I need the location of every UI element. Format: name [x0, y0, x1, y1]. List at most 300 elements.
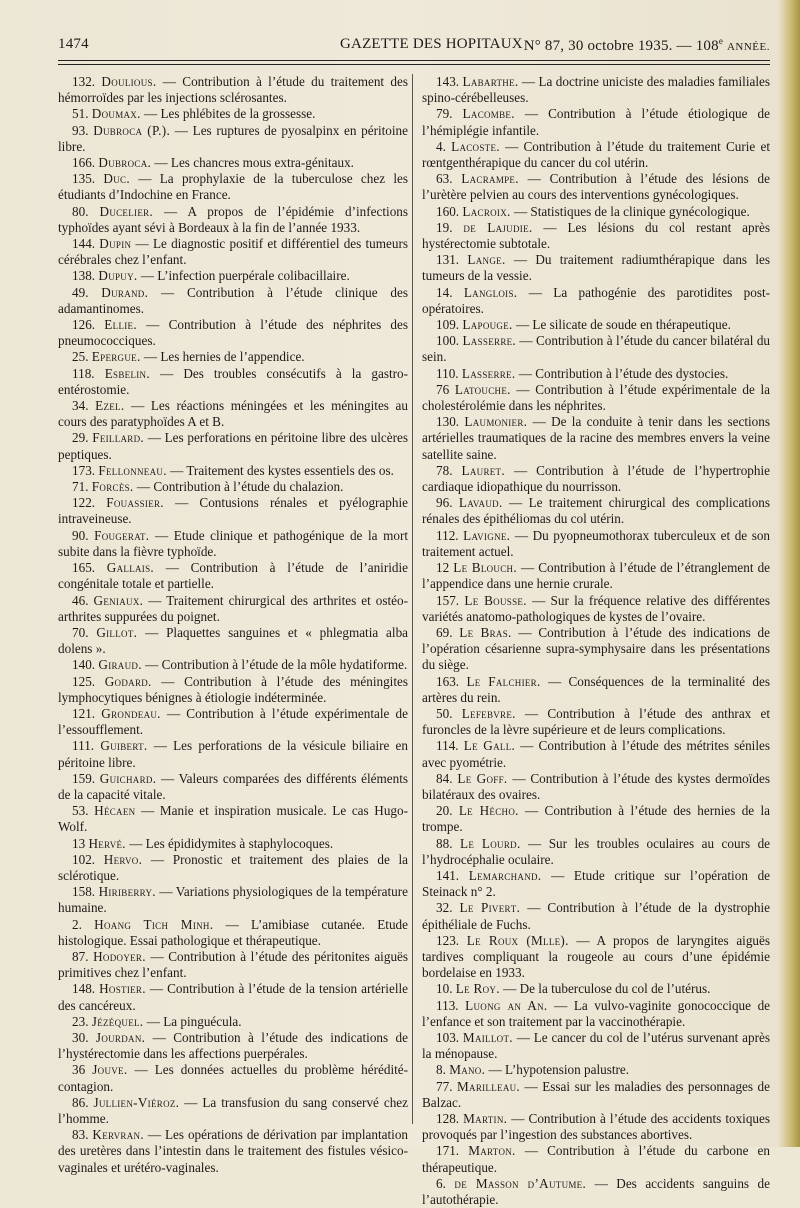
entry-number: 2. [72, 916, 82, 932]
entry-author: Laumonier. [464, 414, 528, 430]
entry-number: 140. [72, 657, 96, 673]
thesis-entry [422, 900, 770, 932]
entry-number: 158. [72, 884, 96, 900]
entry-number: 88. [436, 835, 453, 851]
entry-number: 20. [436, 803, 453, 819]
entry-number: 70. [72, 624, 89, 640]
entry-number: 112. [436, 527, 459, 543]
entry-author: Le Lourd. [459, 835, 521, 851]
entry-number: 76 [436, 381, 450, 397]
entry-title: — Contribution à l’étude des lésions de l’urètère pelvien au cours des interventions gynécologiques. [422, 171, 771, 203]
entry-author: Dubroca (P.). [93, 122, 171, 138]
left-column [58, 74, 408, 1176]
entry-number: 160. [436, 203, 460, 219]
entry-number: 23. [72, 1013, 89, 1029]
entry-title: — L’hypotension palustre. [488, 1062, 630, 1078]
column-divider [412, 74, 413, 1124]
entry-number: 30. [72, 1029, 89, 1045]
thesis-entry [58, 495, 408, 527]
entry-number: 78. [436, 462, 453, 478]
thesis-entry [422, 674, 770, 706]
thesis-entry [422, 252, 770, 284]
entry-number: 173. [72, 462, 96, 478]
entry-number: 12 [436, 560, 450, 576]
entry-title: — Les opérations de dérivation par implantation des uretères dans l’intestin dans le traitement des fistules vésico-vaginales et urétéro-vaginales. [58, 1127, 409, 1175]
entry-number: 130. [436, 414, 460, 430]
entry-title: — Des troubles consécutifs à la gastro-entérostomie. [58, 365, 409, 397]
entry-number: 77. [436, 1078, 453, 1094]
thesis-entry [422, 285, 770, 317]
thesis-entry [422, 495, 770, 527]
entry-number: 13 [72, 835, 86, 851]
entry-author: Esbelin. [104, 365, 150, 381]
entry-title: — Les réactions méningées et les méningites au cours des paratyphoïdes A et B. [58, 398, 408, 430]
entry-author: Lacombe. [462, 106, 515, 122]
entry-author: Jullien-Viéroz. [93, 1094, 180, 1110]
entry-title: — Contribution à l’étude des hernies de la trompe. [422, 803, 771, 835]
entry-author: Ducelier. [99, 203, 154, 219]
entry-number: 113. [436, 997, 459, 1013]
thesis-entry [58, 171, 408, 203]
entry-title: — La transfusion du sang conservé chez l’homme. [58, 1094, 409, 1126]
entry-author: Hiriberry. [98, 884, 156, 900]
entry-author: Hervo. [103, 851, 143, 867]
entry-author: Duc. [103, 171, 130, 187]
entry-number: 50. [436, 705, 453, 721]
entry-title: — Variations physiologiques de la température humaine. [58, 884, 408, 916]
entry-number: 87. [72, 948, 89, 964]
thesis-entry [58, 528, 408, 560]
entry-number: 121. [72, 705, 96, 721]
entry-number: 46. [72, 592, 89, 608]
issue-date: N° 87, 30 octobre 1935. — 108 [523, 38, 719, 54]
entry-author: Gillot. [96, 624, 138, 640]
entry-author: Le Hécho. [458, 803, 519, 819]
entry-title: — Contribution à l’étude des dystocies. [518, 365, 729, 381]
entry-title: — Contribution à l’étude expérimentale de la cholestérolémie dans les néphrites. [422, 381, 771, 414]
entry-title: — Sur les troubles oculaires au cours de l’hydrocéphalie oculaire. [422, 835, 771, 867]
thesis-entry [58, 285, 408, 317]
entry-author: Fellonneau. [98, 462, 167, 478]
entry-author: Feillard. [92, 430, 145, 446]
thesis-entry [58, 981, 408, 1013]
thesis-entry [58, 1062, 408, 1094]
entry-title: — Plaquettes sanguines et « phlegmatia alba dolens ». [58, 624, 409, 657]
thesis-entry [422, 593, 770, 625]
entry-author: Epergue. [91, 349, 141, 365]
entry-author: Lauret. [461, 462, 505, 478]
entry-title: — Contribution à l’étude de la dystrophie épithéliale de Fuchs. [422, 900, 770, 932]
right-column [422, 74, 770, 1208]
thesis-entry [58, 430, 408, 462]
issue-suffix: ANNÉE. [726, 41, 770, 53]
thesis-entry [422, 836, 770, 868]
entry-number: 118. [72, 365, 95, 381]
thesis-entry [422, 1111, 770, 1143]
entry-author: Jouve. [92, 1062, 128, 1078]
thesis-entry [58, 836, 408, 852]
entry-title: — Le diagnostic positif et différentiel des tumeurs cérébrales chez l’enfant. [58, 236, 408, 268]
entry-number: 144. [72, 236, 96, 252]
thesis-entry [422, 1176, 770, 1208]
thesis-entry [422, 382, 770, 414]
entry-number: 69. [436, 624, 453, 640]
entry-number: 32. [436, 900, 453, 916]
thesis-entry [422, 933, 770, 982]
entry-title: — Statistiques de la clinique gynécologique. [513, 203, 750, 219]
entry-number: 51. [72, 106, 89, 122]
entry-title: — Du pyopneumothorax tuberculeux et de son traitement actuel. [422, 527, 771, 559]
entry-title: — La doctrine uniciste des maladies familiales spino-cérébelleuses. [422, 74, 770, 106]
entry-number: 125. [72, 673, 96, 689]
thesis-entry [58, 398, 408, 430]
entry-author: Lefebvre. [461, 705, 516, 721]
entry-number: 36 [72, 1062, 86, 1078]
thesis-entry [58, 349, 408, 365]
entry-author: Kervran. [92, 1127, 144, 1143]
entry-number: 171. [436, 1143, 460, 1159]
entry-number: 128. [436, 1111, 460, 1126]
entry-author: Jourdan. [95, 1029, 146, 1045]
entry-author: Forcès. [91, 479, 134, 495]
entry-number: 111. [72, 738, 95, 754]
thesis-entry [422, 317, 770, 333]
thesis-entry [58, 949, 408, 981]
issue-sup: e [718, 36, 724, 46]
thesis-entry [58, 317, 408, 349]
entry-author: Fouassier. [106, 495, 164, 511]
thesis-entry [58, 74, 408, 106]
entry-title: — A propos de laryngites aiguës tardives compliquant la rougeole au cours d’une épidémie bordelaise en 1933. [422, 932, 771, 981]
thesis-entry [422, 366, 770, 382]
entry-author: Marilleau. [457, 1078, 521, 1094]
entry-author: Le Gall. [463, 738, 516, 754]
page-header [58, 36, 770, 56]
entry-author: Gallais. [106, 560, 154, 576]
entry-author: Le Bras. [459, 624, 512, 640]
thesis-entry [422, 139, 770, 171]
thesis-entry [58, 674, 408, 706]
entry-title: — Contribution à l’étude du chalazion. [136, 479, 344, 495]
thesis-entry [58, 366, 408, 398]
entry-number: 135. [72, 171, 96, 187]
thesis-entry [58, 1095, 408, 1127]
entry-title: — Etude critique sur l’opération de Steinack n° 2. [422, 867, 771, 900]
entry-author: Lacrampe. [461, 171, 519, 187]
entry-number: 102. [72, 851, 96, 867]
entry-title: — Contribution à l’étude de la tension artérielle des cancéreux. [58, 981, 409, 1013]
thesis-entry [58, 803, 408, 835]
entry-title: — Sur la fréquence relative des différentes variétés anatomo-pathologiques de kystes de l’ovaire. [422, 592, 771, 624]
entry-title: — A propos de l’épidémie d’infections typhoïdes ayant sévi à Bordeaux à la fin de l’année 1933. [58, 203, 409, 235]
entry-title: — Les hernies de l’appendice. [143, 349, 305, 365]
entry-number: 63. [436, 171, 453, 187]
entry-number: 10. [436, 981, 453, 997]
thesis-entry [422, 463, 770, 495]
entry-title: — Contribution à l’étude du cancer bilatéral du sein. [422, 333, 771, 365]
header-rule-thin [58, 64, 770, 65]
thesis-entry [422, 981, 770, 997]
thesis-entry [58, 106, 408, 122]
entry-author: Luong an An. [465, 997, 548, 1013]
entry-author: Doumax. [91, 106, 141, 122]
entry-title: — Des accidents sanguins de l’autothérapie. [422, 1175, 771, 1208]
thesis-entry [422, 706, 770, 738]
entry-number: 143. [436, 74, 460, 89]
thesis-entry [58, 155, 408, 171]
entry-title: — Le silicate de soude en thérapeutique. [515, 317, 731, 333]
entry-title: — De la conduite à tenir dans les sections artérielles traumatiques de la racine des membres envers la veine satellite saine. [422, 414, 770, 462]
thesis-entry [58, 917, 408, 949]
entry-title: — Contribution à l’étude expérimentale de l’essoufflement. [58, 705, 408, 738]
entry-title: — Contusions rénales et pyélographie intraveineuse. [58, 495, 408, 527]
entry-author: Le Roy. [455, 981, 500, 997]
thesis-entry [58, 560, 408, 592]
thesis-entry [422, 560, 770, 592]
entry-number: 165. [72, 560, 96, 576]
entry-author: Giraud. [98, 657, 142, 673]
thesis-entry [422, 528, 770, 560]
entry-author: Hécaen [94, 803, 136, 819]
entry-author: Guichard. [99, 770, 157, 786]
entry-number: 163. [436, 673, 460, 689]
entry-title: — La pathogénie des parotidites post-opératoires. [422, 284, 771, 316]
entry-title: — Contribution à l’étude des kystes dermoïdes bilatéraux des ovaires. [422, 770, 770, 802]
entry-number: 83. [72, 1127, 89, 1143]
entry-author: Hervé. [88, 835, 126, 851]
thesis-entry [422, 868, 770, 900]
thesis-entry [422, 74, 770, 106]
thesis-entry [422, 1079, 770, 1111]
entry-number: 157. [436, 592, 460, 608]
entry-author: Godard. [104, 673, 152, 689]
journal-title: GAZETTE DES HOPITAUX [340, 36, 523, 52]
entry-number: 80. [72, 203, 89, 219]
entry-author: Labarthe. [462, 74, 519, 89]
entry-title: — La prophylaxie de la tuberculose chez les étudiants d’Indochine en France. [58, 171, 409, 203]
entry-number: 71. [72, 479, 89, 495]
thesis-entry [58, 123, 408, 155]
entry-title: — La pinguécula. [146, 1013, 242, 1029]
thesis-entry [58, 884, 408, 916]
thesis-entry [422, 1062, 770, 1078]
entry-author: Marton. [468, 1143, 516, 1159]
entry-title: — Les chancres mous extra-génitaux. [154, 155, 354, 171]
entry-title: — Contribution à l’étude de l’étranglement de l’appendice dans une hernie crurale. [422, 560, 771, 592]
thesis-entry [58, 1014, 408, 1030]
thesis-entry [58, 593, 408, 625]
entry-number: 159. [72, 770, 96, 786]
entry-title: — Contribution à l’étude du carbone en thérapeutique. [422, 1143, 771, 1175]
entry-number: 123. [436, 932, 460, 948]
entry-number: 96. [436, 495, 453, 511]
entry-title: — Manie et inspiration musicale. Le cas Hugo-Wolf. [58, 803, 408, 835]
entry-number: 49. [72, 284, 89, 300]
thesis-entry [422, 204, 770, 220]
entry-number: 19. [436, 219, 453, 235]
entry-number: 25. [72, 349, 89, 365]
thesis-entry [58, 625, 408, 657]
entry-title: — Traitement chirurgical des arthrites et ostéo-arthrites suppurées du poignet. [58, 592, 409, 624]
entry-author: de Masson d’Autume. [454, 1175, 587, 1191]
entry-title: — La vulvo-vaginite gonococcique de l’enfance et son traitement par la vaccinothérapie. [422, 997, 771, 1029]
entry-title: — Contribution à l’étude des métrites séniles avec pyométrie. [422, 738, 770, 770]
thesis-entry [58, 463, 408, 479]
entry-author: Martin. [463, 1111, 508, 1126]
thesis-entry [422, 998, 770, 1030]
entry-number: 110. [436, 365, 459, 381]
entry-author: Hoang Tich Minh. [94, 916, 214, 932]
entry-number: 79. [436, 106, 453, 122]
thesis-entry [422, 220, 770, 252]
entry-number: 8. [436, 1062, 446, 1078]
thesis-entry [58, 1030, 408, 1062]
entry-author: Lange. [467, 252, 506, 268]
entry-title: — Etude clinique et pathogénique de la mort subite dans la fièvre typhoïde. [58, 527, 409, 559]
entry-author: Le Falchier. [466, 673, 541, 689]
entry-title: — Contribution à l’étude du traitement Curie et rœntgenthérapique du cancer du col utérin. [422, 138, 770, 171]
entry-author: Le Blouch. [453, 560, 517, 576]
entry-number: 132. [72, 74, 96, 89]
thesis-entry [58, 852, 408, 884]
entry-number: 141. [436, 867, 460, 883]
thesis-entry [58, 268, 408, 284]
thesis-entry [422, 106, 770, 138]
thesis-entry [422, 1030, 770, 1062]
thesis-entry [422, 333, 770, 365]
entry-author: Lemarchand. [468, 867, 542, 883]
thesis-entry [422, 414, 770, 463]
entry-title: — L’infection puerpérale colibacillaire. [140, 268, 350, 284]
entry-author: Hodoyer. [93, 948, 146, 964]
entry-title: — Les ruptures de pyosalpinx en péritoine libre. [58, 122, 409, 154]
entry-number: 122. [72, 495, 96, 511]
entry-number: 166. [72, 155, 96, 171]
thesis-entry [58, 657, 408, 673]
header-rule-thick [58, 60, 770, 61]
entry-author: Lasserre. [461, 365, 516, 381]
entry-title: — Contribution à l’étude des péritonites aiguës primitives chez l’enfant. [58, 948, 409, 981]
thesis-entry [58, 479, 408, 495]
entry-author: Dupin [99, 236, 132, 252]
entry-number: 53. [72, 803, 89, 819]
entry-number: 148. [72, 981, 96, 997]
entry-author: Maillot. [462, 1029, 513, 1045]
entry-number: 84. [436, 770, 453, 786]
entry-title: — Contribution à l’étude clinique des adamantinomes. [58, 284, 408, 316]
entry-author: Le Goff. [457, 770, 508, 786]
entry-title: — Contribution à l’étude des accidents toxiques provoqués par l’ingestion des substances abortives. [422, 1111, 771, 1143]
entry-number: 14. [436, 284, 453, 300]
entry-title: — Les lésions du col restant après hystérectomie subtotale. [422, 219, 771, 252]
entry-title: — Contribution à l’étude des indications de l’hystérectomie dans les affections puerpérales. [58, 1029, 408, 1062]
entry-number: 4. [436, 138, 446, 154]
entry-title: — Les perforations de la vésicule biliaire en péritoine libre. [58, 738, 408, 770]
entry-author: Lasserre. [462, 333, 517, 349]
entry-title: — Conséquences de la terminalité des artères du rein. [422, 673, 771, 705]
entry-author: Guibert. [100, 738, 148, 754]
entry-author: Lacroix. [462, 203, 511, 219]
entry-author: Fougerat. [94, 527, 150, 543]
entry-author: Langlois. [463, 284, 518, 300]
thesis-entry [58, 771, 408, 803]
thesis-entry [58, 706, 408, 738]
thesis-entry [422, 771, 770, 803]
entry-title: — Les données actuelles du problème hérédité-contagion. [58, 1062, 409, 1094]
thesis-entry [58, 204, 408, 236]
entry-number: 86. [72, 1094, 89, 1110]
entry-author: Durand. [101, 284, 149, 300]
entry-author: Doulious. [101, 74, 157, 89]
entry-number: 114. [436, 738, 459, 754]
entry-title: — Le cancer du col de l’utérus survenant après la ménopause. [422, 1029, 771, 1062]
entry-title: — Contribution à l’étude des néphrites des pneumococciques. [58, 317, 409, 349]
entry-number: 29. [72, 430, 89, 446]
entry-title: — Contribution à l’étude des méningites lymphocytiques bénignes à étiologie indéterminée. [58, 673, 408, 705]
entry-title: — Contribution à l’étude des anthrax et furoncles de la lèvre supérieure et de leurs complications. [422, 705, 770, 738]
entry-author: Grondeau. [101, 705, 161, 721]
entry-number: 6. [436, 1175, 446, 1191]
entry-number: 103. [436, 1029, 460, 1045]
entry-number: 138. [72, 268, 96, 284]
entry-author: Jézéquel. [91, 1013, 144, 1029]
thesis-entry [58, 1127, 408, 1176]
entry-title: — Contribution à l’étude des indications de l’opération césarienne supra-symphysaire dans les présentations du siège. [422, 624, 771, 673]
entry-title: — Les phlébites de la grossesse. [144, 106, 316, 122]
entry-author: Geniaux. [93, 592, 144, 608]
entry-number: 100. [436, 333, 460, 349]
entry-author: Lavigne. [463, 527, 511, 543]
entry-title: — Contribution à l’étude de l’aniridie congénitale totale et partielle. [58, 560, 409, 592]
entry-title: — Du traitement radiumthérapique dans les tumeurs de la vessie. [422, 252, 771, 284]
thesis-entry [422, 1143, 770, 1175]
page-number: 1474 [58, 36, 89, 52]
entry-author: Le Roux (Mlle). [466, 932, 569, 948]
entry-number: 109. [436, 317, 460, 333]
entry-title: — Contribution à l’étude du traitement des hémorroïdes par les injections sclérosantes. [58, 74, 408, 106]
entry-number: 90. [72, 527, 89, 543]
entry-title: — Contribution à l’étude de l’hypertrophie cardiaque idiopathique du nourrisson. [422, 462, 770, 495]
entry-author: Hostier. [99, 981, 146, 997]
entry-author: Dubroca. [98, 155, 152, 171]
entry-title: — Les épididymites à staphylocoques. [129, 835, 334, 851]
entry-author: Lacoste. [451, 138, 500, 154]
entry-number: 131. [436, 252, 460, 268]
thesis-entry [422, 803, 770, 835]
entry-author: Mano. [449, 1062, 486, 1078]
entry-author: Le Piverт. [459, 900, 521, 916]
entry-author: Latouche. [454, 381, 511, 397]
thesis-entry [58, 236, 408, 268]
entry-number: 34. [72, 398, 89, 414]
entry-title: — L’amibiase cutanée. Etude histologique. Essai pathologique et thérapeutique. [58, 916, 409, 948]
thesis-entry [422, 625, 770, 674]
page-edge-shadow [778, 0, 800, 1147]
entry-author: Ezel. [95, 398, 125, 414]
entry-number: 126. [72, 317, 96, 333]
entry-author: Dupuy. [98, 268, 138, 284]
thesis-entry [422, 171, 770, 203]
entry-title: — De la tuberculose du col de l’utérus. [503, 981, 711, 997]
entry-author: Ellie. [104, 317, 137, 333]
entry-title: — Contribution à l’étude de la môle hydatiforme. [145, 657, 408, 673]
entry-title: — Essai sur les maladies des personnages de Balzac. [422, 1078, 771, 1110]
thesis-entry [422, 738, 770, 770]
entry-number: 93. [72, 122, 89, 138]
entry-author: Le Bousse. [464, 592, 527, 608]
issue-info [524, 36, 770, 55]
entry-title: — Traitement des kystes essentiels des os. [170, 462, 394, 478]
